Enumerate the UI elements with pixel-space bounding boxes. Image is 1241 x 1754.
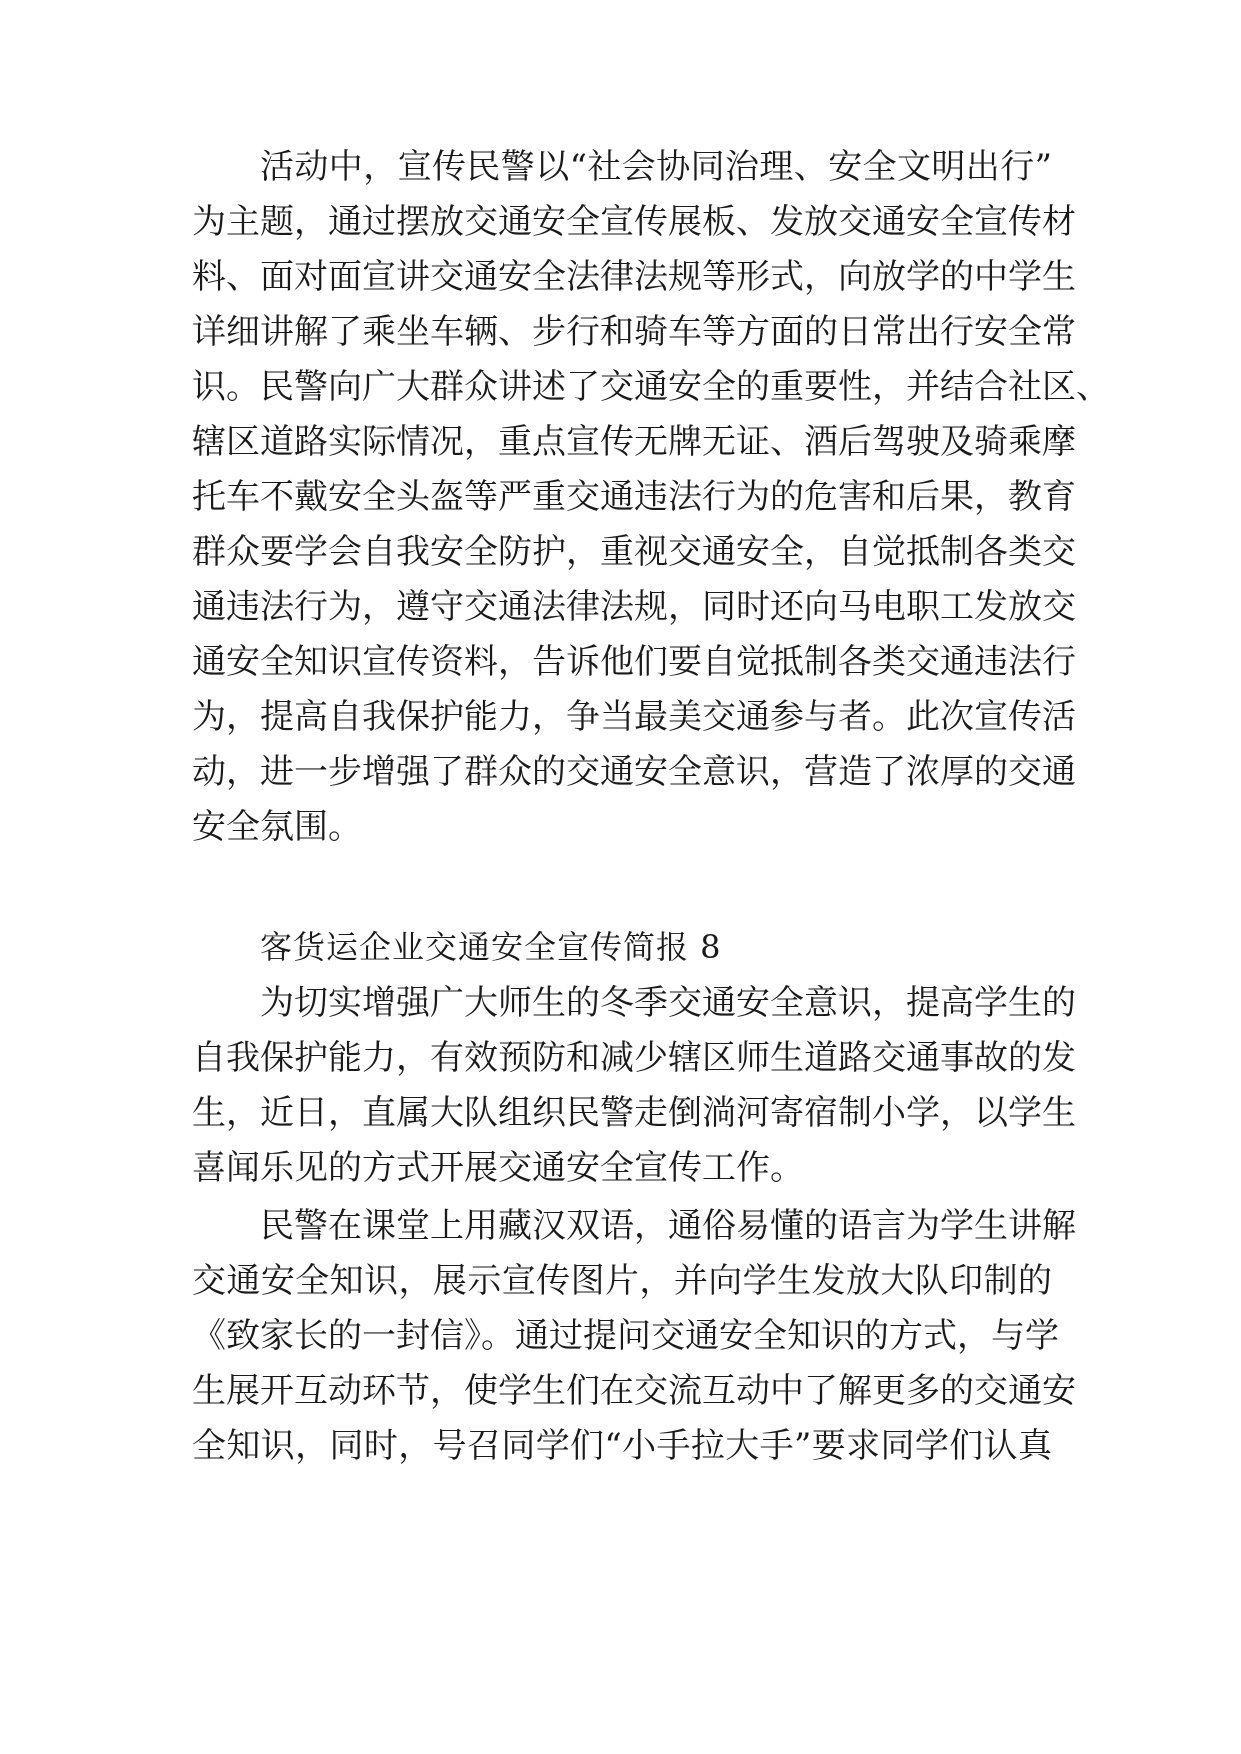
paragraph-line: 通违法行为，遵守交通法律法规，同时还向马电职工发放交 xyxy=(192,587,1076,627)
paragraph-line: 动，进一步增强了群众的交通安全意识，营造了浓厚的交通 xyxy=(192,752,1076,792)
paragraph-line: 全知识，同时，号召同学们“小手拉大手”要求同学们认真 xyxy=(192,1426,1052,1466)
paragraph-line: 详细讲解了乘坐车辆、步行和骑车等方面的日常出行安全常 xyxy=(192,312,1076,352)
paragraph-line: 为主题，通过摆放交通安全宣传展板、发放交通安全宣传材 xyxy=(192,202,1076,242)
paragraph-line: 托车不戴安全头盔等严重交通违法行为的危害和后果，教育 xyxy=(192,477,1076,517)
section-title: 客货运企业交通安全宣传简报 8 xyxy=(260,928,722,966)
paragraph-line: 识。民警向广大群众讲述了交通安全的重要性，并结合社区、 xyxy=(192,367,1110,407)
paragraph-line: 交通安全知识，展示宣传图片，并向学生发放大队印制的 xyxy=(192,1261,1052,1301)
paragraph-line: 安全氛围。 xyxy=(192,807,362,847)
paragraph-line: 群众要学会自我安全防护，重视交通安全，自觉抵制各类交 xyxy=(192,532,1076,572)
paragraph-line: 喜闻乐见的方式开展交通安全宣传工作。 xyxy=(192,1148,804,1188)
paragraph-line: 活动中，宣传民警以“社会协同治理、安全文明出行” xyxy=(260,147,1052,187)
paragraph-line: 为切实增强广大师生的冬季交通安全意识，提高学生的 xyxy=(260,983,1076,1023)
paragraph-line: 辖区道路实际情况，重点宣传无牌无证、酒后驾驶及骑乘摩 xyxy=(192,422,1076,462)
paragraph-line: 生，近日，直属大队组织民警走倒淌河寄宿制小学，以学生 xyxy=(192,1093,1076,1133)
paragraph-line: 生展开互动环节，使学生们在交流互动中了解更多的交通安 xyxy=(192,1371,1076,1411)
paragraph-line: 民警在课堂上用藏汉双语，通俗易懂的语言为学生讲解 xyxy=(260,1206,1076,1246)
paragraph-line: 通安全知识宣传资料，告诉他们要自觉抵制各类交通违法行 xyxy=(192,642,1076,682)
paragraph-line: 料、面对面宣讲交通安全法律法规等形式，向放学的中学生 xyxy=(192,257,1076,297)
paragraph-line: 为，提高自我保护能力，争当最美交通参与者。此次宣传活 xyxy=(192,697,1076,737)
paragraph-line: 自我保护能力，有效预防和减少辖区师生道路交通事故的发 xyxy=(192,1038,1076,1078)
paragraph-line: 《致家长的一封信》。通过提问交通安全知识的方式，与学 xyxy=(192,1316,1059,1356)
